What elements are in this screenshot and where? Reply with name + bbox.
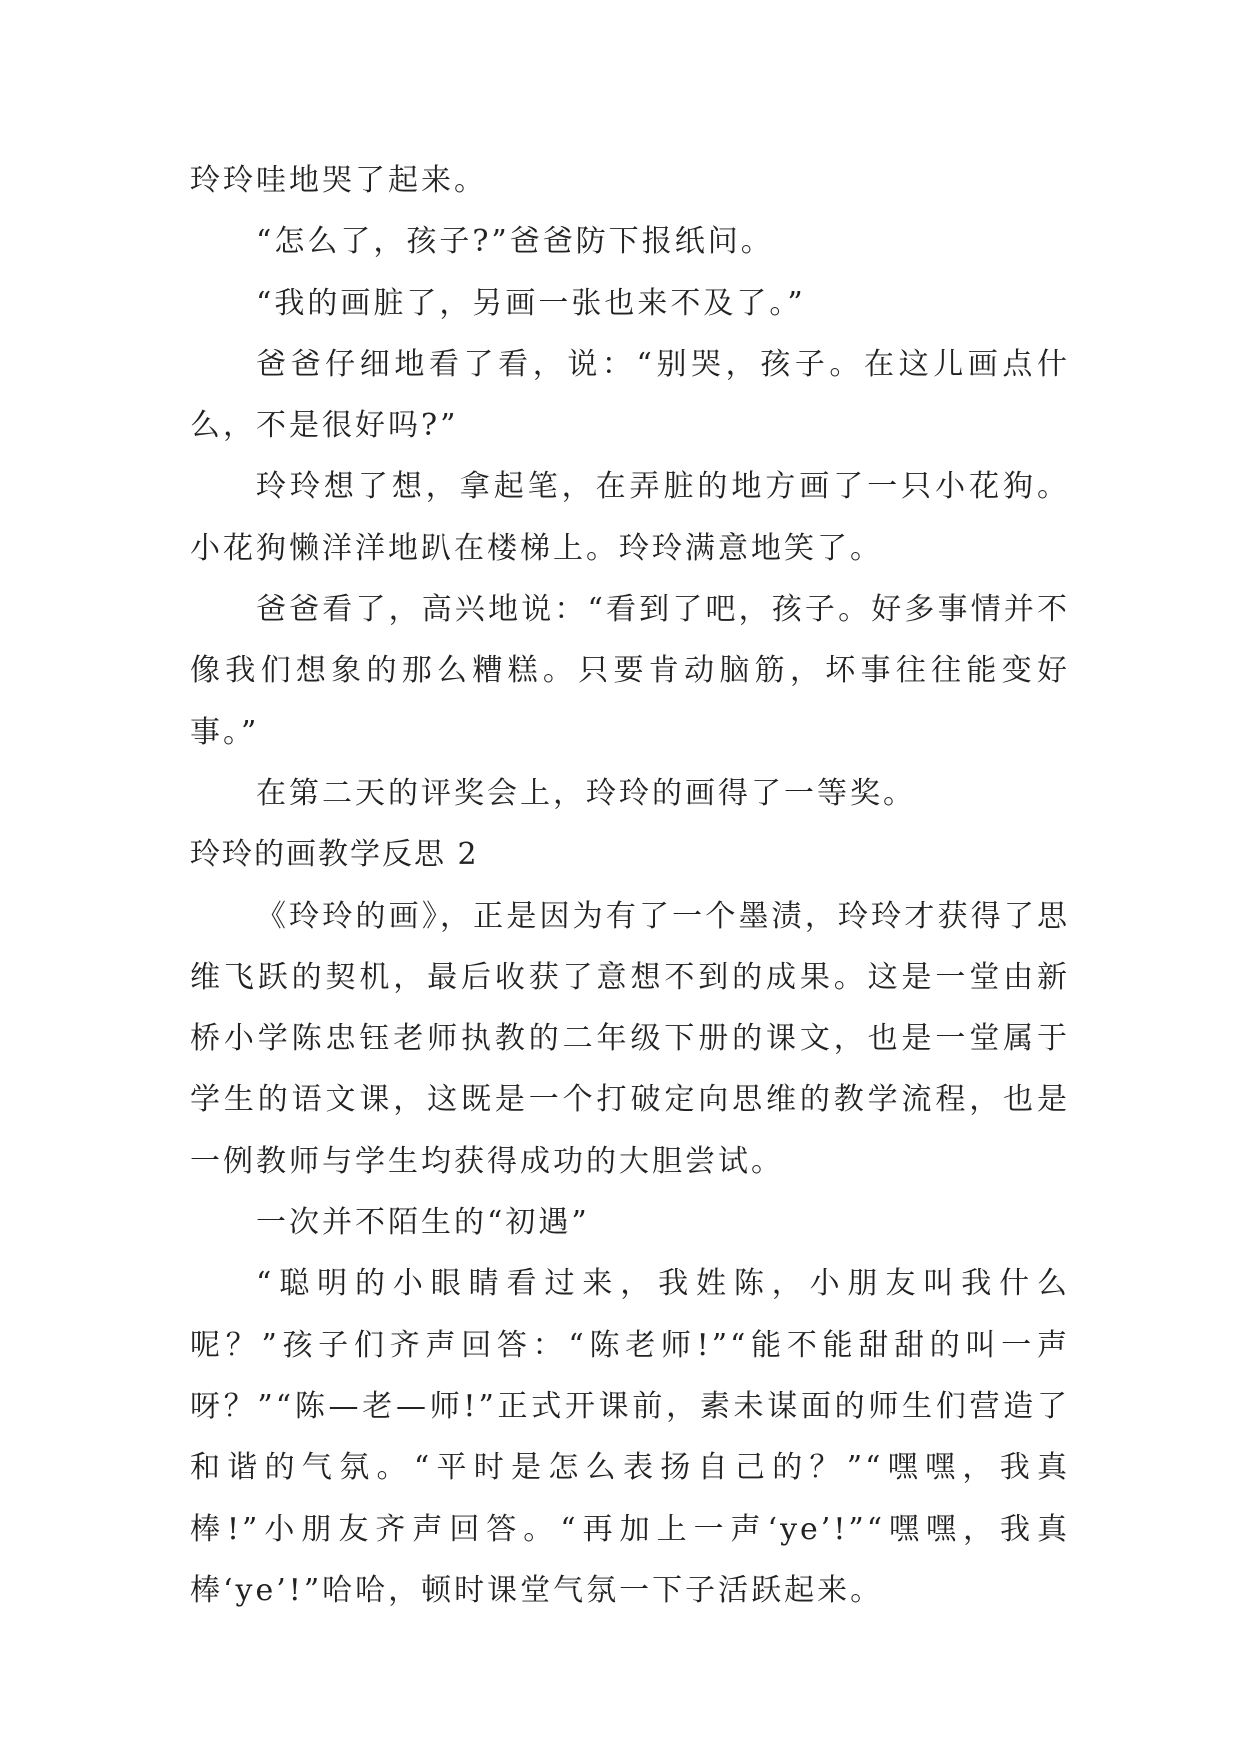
paragraph: 在第二天的评奖会上，玲玲的画得了一等奖。 [256,775,916,811]
paragraph: 爸爸仔细地看了看，说：“别哭，孩子。在这儿画点什么，不是很好吗?” [190,346,1070,444]
section-heading: 玲玲的画教学反思 2 [190,837,479,873]
paragraph: “我的画脏了，另画一张也来不及了。” [256,285,806,321]
paragraph: “怎么了，孩子?”爸爸防下报纸问。 [256,224,774,260]
document-body [190,150,1070,1621]
paragraph: 爸爸看了，高兴地说：“看到了吧，孩子。好多事情并不像我们想象的那么糟糕。只要肯动脑筋，坏事往往能变好事。” [190,592,1070,750]
paragraph: “聪明的小眼睛看过来，我姓陈，小朋友叫我什么呢？”孩子们齐声回答：“陈老师!”“能不能甜甜的叫一声呀？”“陈—老—师!”正式开课前，素未谋面的师生们营造了和谐的气氛。“平时是怎么表扬自己的？”“嘿嘿，我真棒!”小朋友齐声回答。“再加上一声‘ye’!”“嘿嘿，我真棒‘ye’!”哈哈，顿时课堂气氛一下子活跃起来。 [190,1266,1070,1608]
paragraph: 《玲玲的画》，正是因为有了一个墨渍，玲玲才获得了思维飞跃的契机，最后收获了意想不到的成果。这是一堂由新桥小学陈忠钰老师执教的二年级下册的课文，也是一堂属于学生的语文课，这既是一个打破定向思维的教学流程，也是一例教师与学生均获得成功的大胆尝试。 [190,898,1070,1179]
paragraph: 玲玲想了想，拿起笔，在弄脏的地方画了一只小花狗。小花狗懒洋洋地趴在楼梯上。玲玲满意地笑了。 [190,469,1070,566]
paragraph: 玲玲哇地哭了起来。 [190,163,487,198]
subheading: 一次并不陌生的“初遇” [256,1205,590,1241]
